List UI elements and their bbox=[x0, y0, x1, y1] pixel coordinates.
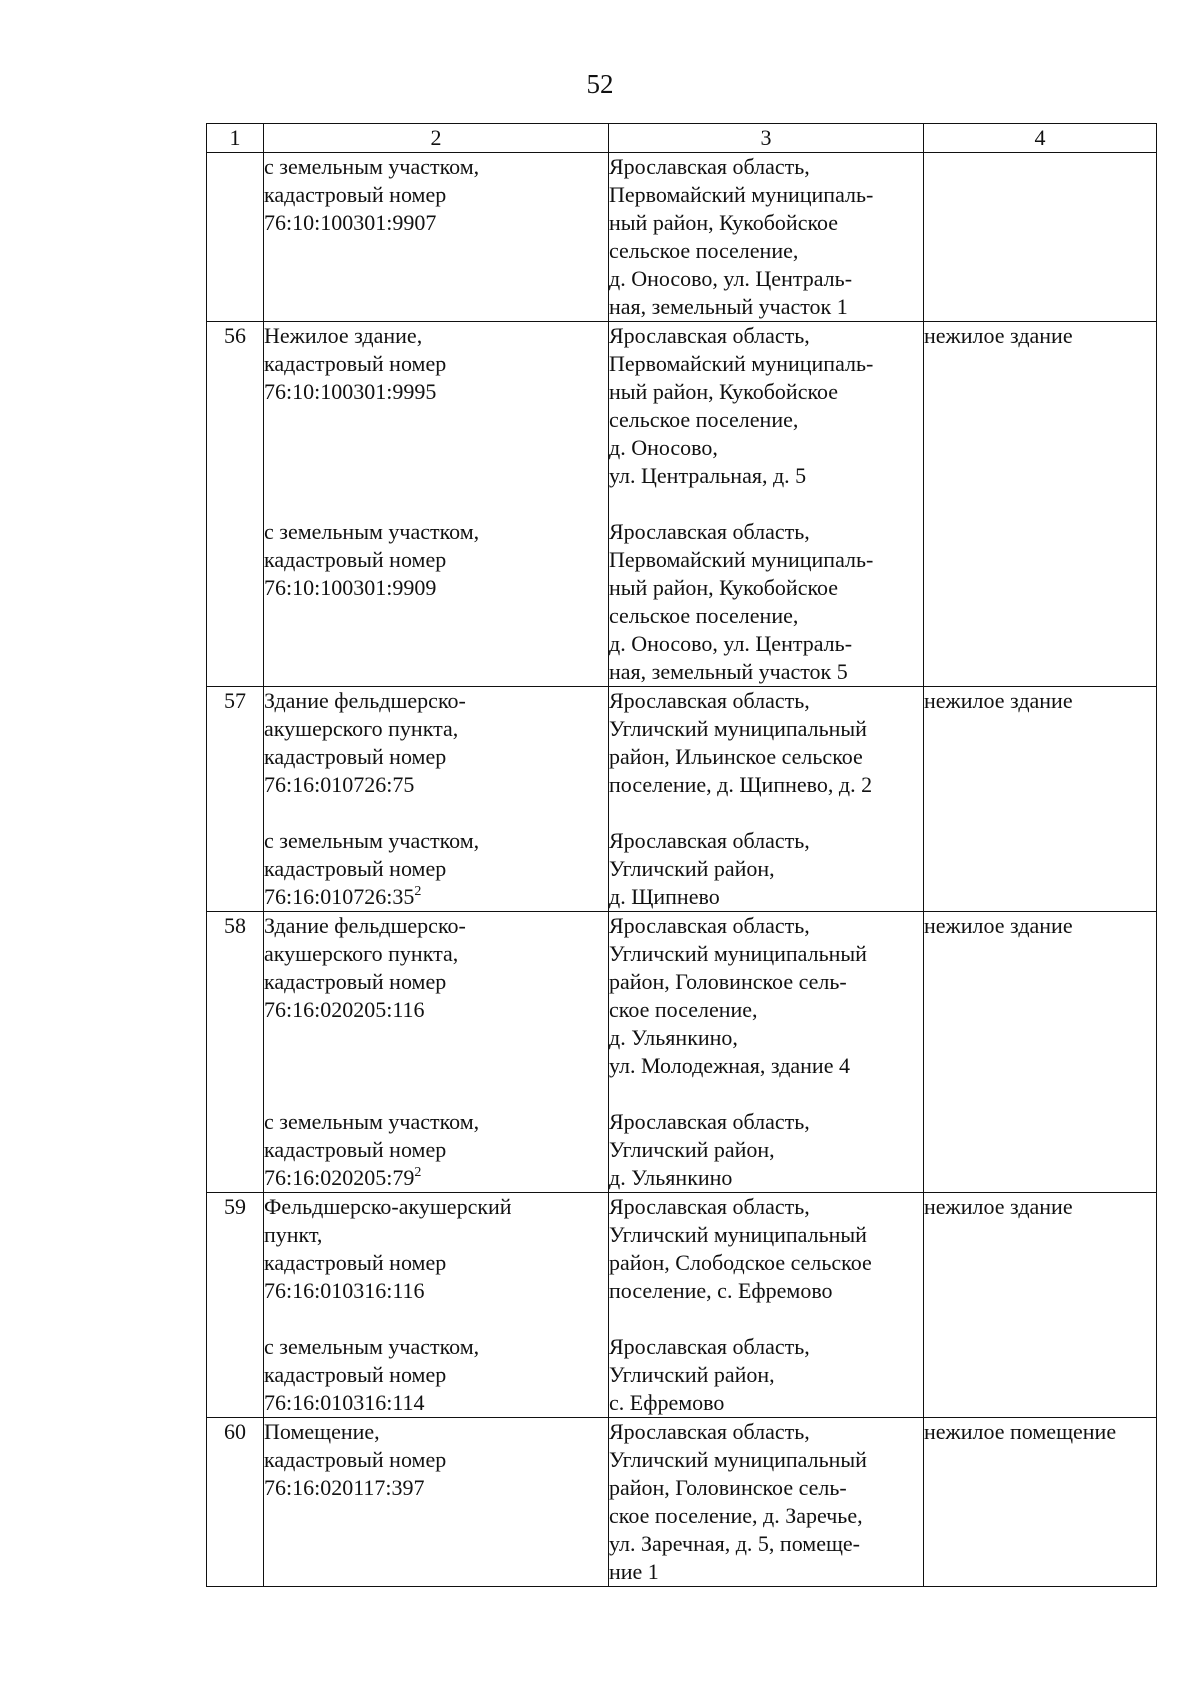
land-plot-description-text: 76:16:020205:79 bbox=[264, 1165, 415, 1190]
description-text: Нежилое здание, bbox=[264, 323, 423, 348]
description-text: акушерского пункта, bbox=[264, 941, 459, 966]
description-line bbox=[264, 940, 608, 968]
description-line bbox=[264, 350, 608, 378]
address-text: Угличский муниципальный bbox=[609, 1447, 867, 1472]
description-line bbox=[264, 1221, 608, 1249]
table-row bbox=[207, 1418, 1157, 1587]
spacer bbox=[609, 490, 923, 518]
object-type: нежилое здание bbox=[924, 912, 1157, 1193]
address-text: ское поселение, bbox=[609, 997, 758, 1022]
address-line bbox=[609, 743, 923, 771]
land-plot-address-line bbox=[609, 1136, 923, 1164]
spacer bbox=[264, 799, 608, 827]
address-line bbox=[609, 1277, 923, 1305]
address-text: Первомайский муниципаль- bbox=[609, 351, 874, 376]
address-text: ный район, Кукобойское bbox=[609, 379, 839, 404]
description-line bbox=[264, 1418, 608, 1446]
description-text: акушерского пункта, bbox=[264, 716, 459, 741]
land-plot-address-line bbox=[609, 1361, 923, 1389]
description-line bbox=[264, 209, 608, 237]
object-type: нежилое здание bbox=[924, 1193, 1157, 1418]
land-plot-description-text: кадастровый номер bbox=[264, 856, 447, 881]
address-line bbox=[609, 715, 923, 743]
address-line bbox=[609, 1249, 923, 1277]
land-plot-address-line bbox=[609, 1389, 923, 1417]
address-text: район, Головинское сель- bbox=[609, 1475, 847, 1500]
description-text: кадастровый номер bbox=[264, 969, 447, 994]
column-header-3: 3 bbox=[609, 124, 924, 153]
address-line bbox=[609, 293, 923, 321]
description-text: кадастровый номер bbox=[264, 744, 447, 769]
address-line bbox=[609, 462, 923, 490]
land-plot-address-line bbox=[609, 602, 923, 630]
description-line bbox=[264, 996, 608, 1024]
description-text: кадастровый номер bbox=[264, 1447, 447, 1472]
land-plot-description-line bbox=[264, 1164, 608, 1192]
description-text: Фельдшерско-акушерский bbox=[264, 1194, 512, 1219]
table-row bbox=[207, 322, 1157, 687]
address-text: ние 1 bbox=[609, 1559, 659, 1584]
address-text: Угличский муниципальный bbox=[609, 1222, 867, 1247]
land-plot-address-line bbox=[609, 574, 923, 602]
object-description bbox=[264, 912, 609, 1193]
land-plot-address-text: д. Щипнево bbox=[609, 884, 720, 909]
address-line bbox=[609, 687, 923, 715]
land-plot-description-text: 76:16:010316:114 bbox=[264, 1390, 425, 1415]
spacer bbox=[264, 1080, 608, 1108]
table-row bbox=[207, 153, 1157, 322]
address-text: ул. Заречная, д. 5, помеще- bbox=[609, 1531, 861, 1556]
address-text: Ярославская область, bbox=[609, 688, 810, 713]
address-text: Ярославская область, bbox=[609, 913, 810, 938]
address-line bbox=[609, 237, 923, 265]
address-text: район, Ильинское сельское bbox=[609, 744, 863, 769]
spacer bbox=[609, 1305, 923, 1333]
object-address bbox=[609, 1418, 924, 1587]
land-plot-description-text: 76:10:100301:9909 bbox=[264, 575, 437, 600]
row-number: 59 bbox=[207, 1193, 264, 1418]
description-text: пункт, bbox=[264, 1222, 323, 1247]
object-description bbox=[264, 322, 609, 687]
address-line bbox=[609, 153, 923, 181]
object-address bbox=[609, 322, 924, 687]
description-line bbox=[264, 743, 608, 771]
address-text: сельское поселение, bbox=[609, 238, 799, 263]
land-plot-description-line bbox=[264, 1361, 608, 1389]
land-plot-description-line bbox=[264, 1136, 608, 1164]
address-line bbox=[609, 1221, 923, 1249]
description-text: 76:16:010316:116 bbox=[264, 1278, 425, 1303]
land-plot-address-text: Первомайский муниципаль- bbox=[609, 547, 874, 572]
row-number: 60 bbox=[207, 1418, 264, 1587]
address-line bbox=[609, 265, 923, 293]
spacer bbox=[264, 462, 608, 490]
object-type: нежилое здание bbox=[924, 687, 1157, 912]
row-number: 56 bbox=[207, 322, 264, 687]
land-plot-address-text: ная, земельный участок 5 bbox=[609, 659, 848, 684]
address-line bbox=[609, 968, 923, 996]
spacer bbox=[264, 1305, 608, 1333]
address-text: район, Головинское сель- bbox=[609, 969, 847, 994]
description-text: Здание фельдшерско- bbox=[264, 913, 466, 938]
object-description bbox=[264, 1418, 609, 1587]
land-plot-address-text: Ярославская область, bbox=[609, 1334, 810, 1359]
description-text: с земельным участком, bbox=[264, 154, 480, 179]
description-line bbox=[264, 1193, 608, 1221]
spacer bbox=[264, 434, 608, 462]
row-number bbox=[207, 153, 264, 322]
address-line bbox=[609, 1446, 923, 1474]
address-line bbox=[609, 1418, 923, 1446]
address-line bbox=[609, 378, 923, 406]
land-plot-address-text: Угличский район, bbox=[609, 1137, 775, 1162]
land-plot-description-text: с земельным участком, bbox=[264, 828, 480, 853]
land-plot-description-line bbox=[264, 518, 608, 546]
land-plot-description-text: кадастровый номер bbox=[264, 1362, 447, 1387]
description-line bbox=[264, 378, 608, 406]
column-header-4: 4 bbox=[924, 124, 1157, 153]
description-line bbox=[264, 771, 608, 799]
spacer bbox=[264, 1024, 608, 1052]
land-plot-address-text: Ярославская область, bbox=[609, 1109, 810, 1134]
description-line bbox=[264, 687, 608, 715]
object-description bbox=[264, 687, 609, 912]
land-plot-address-text: д. Ульянкино bbox=[609, 1165, 733, 1190]
land-plot-address-text: Угличский район, bbox=[609, 856, 775, 881]
address-text: поселение, д. Щипнево, д. 2 bbox=[609, 772, 873, 797]
table-row bbox=[207, 687, 1157, 912]
land-plot-description-text: с земельным участком, bbox=[264, 1109, 480, 1134]
description-line bbox=[264, 715, 608, 743]
land-plot-address-text: Угличский район, bbox=[609, 1362, 775, 1387]
land-plot-address-text: с. Ефремово bbox=[609, 1390, 725, 1415]
description-line bbox=[264, 1249, 608, 1277]
address-text: Ярославская область, bbox=[609, 1194, 810, 1219]
object-address bbox=[609, 912, 924, 1193]
land-plot-description-text: с земельным участком, bbox=[264, 1334, 480, 1359]
page-number: 52 bbox=[586, 69, 614, 99]
land-plot-address-text: д. Оносово, ул. Централь- bbox=[609, 631, 853, 656]
spacer bbox=[264, 1052, 608, 1080]
address-line bbox=[609, 1474, 923, 1502]
address-line bbox=[609, 406, 923, 434]
footnote-marker: 2 bbox=[414, 883, 422, 899]
table-header-row bbox=[207, 124, 1157, 153]
footnote-marker: 2 bbox=[414, 1164, 422, 1180]
description-text: Здание фельдшерско- bbox=[264, 688, 466, 713]
land-plot-address-text: ный район, Кукобойское bbox=[609, 575, 839, 600]
address-line bbox=[609, 940, 923, 968]
property-table bbox=[206, 123, 1157, 1587]
description-line bbox=[264, 1474, 608, 1502]
address-line bbox=[609, 181, 923, 209]
land-plot-address-text: сельское поселение, bbox=[609, 603, 799, 628]
land-plot-description-line bbox=[264, 1389, 608, 1417]
description-text: 76:16:010726:75 bbox=[264, 772, 415, 797]
address-line bbox=[609, 1052, 923, 1080]
land-plot-description-line bbox=[264, 855, 608, 883]
address-line bbox=[609, 209, 923, 237]
address-text: Угличский муниципальный bbox=[609, 716, 867, 741]
column-header-1: 1 bbox=[207, 124, 264, 153]
address-line bbox=[609, 1558, 923, 1586]
description-line bbox=[264, 181, 608, 209]
address-text: Ярославская область, bbox=[609, 1419, 810, 1444]
address-line bbox=[609, 912, 923, 940]
object-address bbox=[609, 687, 924, 912]
object-description bbox=[264, 1193, 609, 1418]
description-text: 76:10:100301:9995 bbox=[264, 379, 437, 404]
address-text: Угличский муниципальный bbox=[609, 941, 867, 966]
land-plot-address-line bbox=[609, 546, 923, 574]
spacer bbox=[609, 799, 923, 827]
land-plot-address-line bbox=[609, 630, 923, 658]
address-line bbox=[609, 771, 923, 799]
object-type: нежилое помещение bbox=[924, 1418, 1157, 1587]
land-plot-description-text: кадастровый номер bbox=[264, 1137, 447, 1162]
land-plot-address-text: Ярославская область, bbox=[609, 519, 810, 544]
address-line bbox=[609, 1024, 923, 1052]
description-text: 76:16:020205:116 bbox=[264, 997, 425, 1022]
land-plot-address-line bbox=[609, 855, 923, 883]
object-address bbox=[609, 1193, 924, 1418]
land-plot-address-line bbox=[609, 518, 923, 546]
description-text: кадастровый номер bbox=[264, 1250, 447, 1275]
description-text: 76:16:020117:397 bbox=[264, 1475, 425, 1500]
object-address bbox=[609, 153, 924, 322]
description-line bbox=[264, 1446, 608, 1474]
land-plot-description-line bbox=[264, 1108, 608, 1136]
description-line bbox=[264, 912, 608, 940]
spacer bbox=[264, 406, 608, 434]
address-text: поселение, с. Ефремово bbox=[609, 1278, 833, 1303]
description-line bbox=[264, 968, 608, 996]
land-plot-address-line bbox=[609, 827, 923, 855]
description-text: кадастровый номер bbox=[264, 182, 447, 207]
land-plot-description-text: 76:16:010726:35 bbox=[264, 884, 415, 909]
address-text: д. Оносово, bbox=[609, 435, 718, 460]
object-description bbox=[264, 153, 609, 322]
land-plot-address-line bbox=[609, 1164, 923, 1192]
description-text: кадастровый номер bbox=[264, 351, 447, 376]
land-plot-address-line bbox=[609, 883, 923, 911]
description-text: 76:10:100301:9907 bbox=[264, 210, 437, 235]
address-text: д. Оносово, ул. Централь- bbox=[609, 266, 853, 291]
address-text: д. Ульянкино, bbox=[609, 1025, 738, 1050]
table-row bbox=[207, 912, 1157, 1193]
address-line bbox=[609, 996, 923, 1024]
row-number: 58 bbox=[207, 912, 264, 1193]
land-plot-description-text: с земельным участком, bbox=[264, 519, 480, 544]
land-plot-description-line bbox=[264, 827, 608, 855]
address-line bbox=[609, 1502, 923, 1530]
address-text: Первомайский муниципаль- bbox=[609, 182, 874, 207]
land-plot-description-text: кадастровый номер bbox=[264, 547, 447, 572]
address-text: район, Слободское сельское bbox=[609, 1250, 872, 1275]
table-body bbox=[207, 153, 1157, 1587]
land-plot-description-line bbox=[264, 883, 608, 911]
address-line bbox=[609, 1193, 923, 1221]
column-header-2: 2 bbox=[264, 124, 609, 153]
description-line bbox=[264, 322, 608, 350]
table-row bbox=[207, 1193, 1157, 1418]
spacer bbox=[264, 490, 608, 518]
address-line bbox=[609, 1530, 923, 1558]
land-plot-address-line bbox=[609, 1333, 923, 1361]
address-line bbox=[609, 350, 923, 378]
address-text: ный район, Кукобойское bbox=[609, 210, 839, 235]
description-line bbox=[264, 1277, 608, 1305]
description-text: Помещение, bbox=[264, 1419, 380, 1444]
land-plot-address-line bbox=[609, 658, 923, 686]
address-text: ул. Центральная, д. 5 bbox=[609, 463, 807, 488]
spacer bbox=[609, 1080, 923, 1108]
land-plot-address-line bbox=[609, 1108, 923, 1136]
land-plot-description-line bbox=[264, 574, 608, 602]
address-text: сельское поселение, bbox=[609, 407, 799, 432]
object-type bbox=[924, 153, 1157, 322]
land-plot-description-line bbox=[264, 546, 608, 574]
address-text: ское поселение, д. Заречье, bbox=[609, 1503, 863, 1528]
land-plot-address-text: Ярославская область, bbox=[609, 828, 810, 853]
description-line bbox=[264, 153, 608, 181]
land-plot-description-line bbox=[264, 1333, 608, 1361]
address-text: ная, земельный участок 1 bbox=[609, 294, 848, 319]
address-line bbox=[609, 434, 923, 462]
object-type: нежилое здание bbox=[924, 322, 1157, 687]
row-number: 57 bbox=[207, 687, 264, 912]
address-line bbox=[609, 322, 923, 350]
address-text: Ярославская область, bbox=[609, 323, 810, 348]
address-text: ул. Молодежная, здание 4 bbox=[609, 1053, 850, 1078]
address-text: Ярославская область, bbox=[609, 154, 810, 179]
